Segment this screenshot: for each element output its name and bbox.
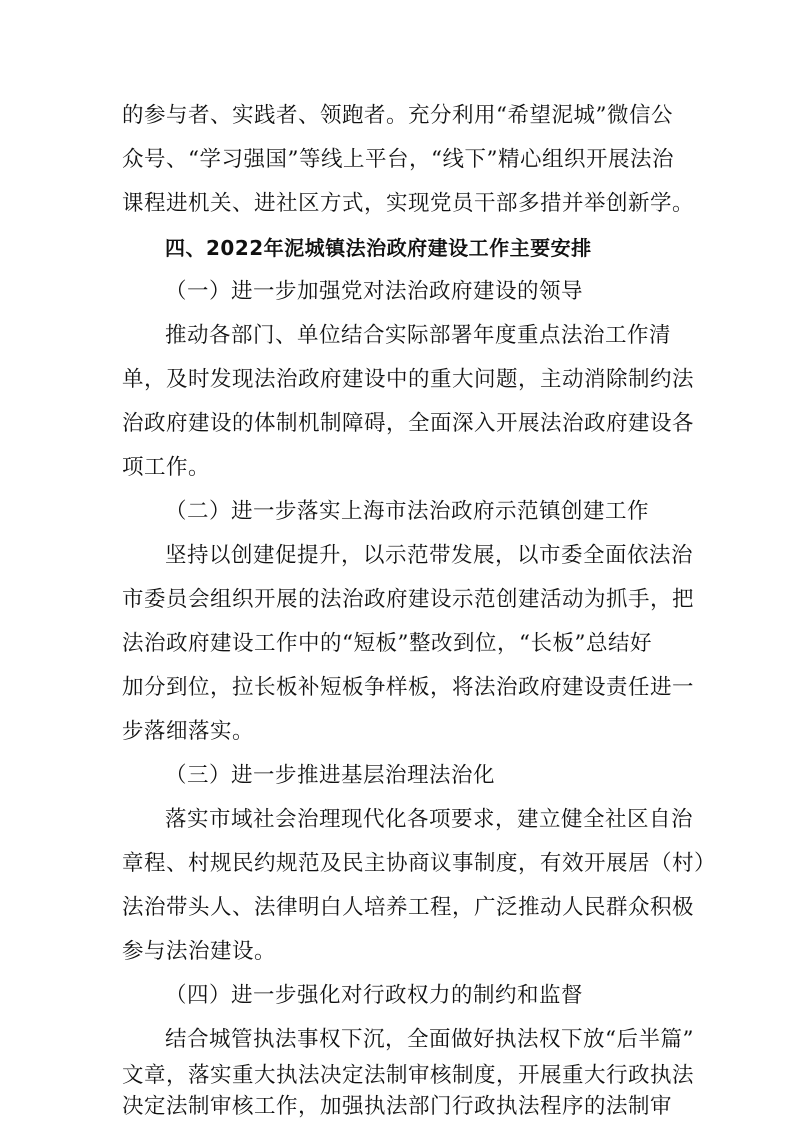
text-line: 的参与者、实践者、领跑者。充分利用“希望泥城”微信公 [122,103,673,128]
text-line: 众号、“学习强国”等线上平台，“线下”精心组织开展法治 [122,147,674,172]
section-heading: 四、2022年泥城镇法治政府建设工作主要安排 [165,236,592,260]
text-line: 步落细落实。 [122,719,255,744]
subsection-heading: （三）进一步推进基层治理法治化 [165,763,496,788]
text-line: 治政府建设的体制机制障碍，全面深入开展法治政府建设各 [122,411,695,436]
text-line: 单，及时发现法治政府建设中的重大问题，主动消除制约法 [122,367,695,392]
text-line: 课程进机关、进社区方式，实现党员干部多措并举创新学。 [122,191,695,216]
text-line: 文章，落实重大执法决定法制审核制度，开展重大行政执法 [122,1063,695,1088]
text-line: 章程、村规民约规范及民主协商议事制度，有效开展居（村） [122,851,717,876]
text-line: 市委员会组织开展的法治政府建设示范创建活动为抓手，把 [122,587,695,612]
text-line: 决定法制审核工作，加强执法部门行政执法程序的法制审 [122,1094,673,1119]
text-line: 法治政府建设工作中的“短板”整改到位，“长板”总结好 [122,631,652,656]
subsection-heading: （二）进一步落实上海市法治政府示范镇创建工作 [165,499,650,524]
text-line: 推动各部门、单位结合实际部署年度重点法治工作清 [165,323,672,348]
subsection-heading: （一）进一步加强党对法治政府建设的领导 [165,279,584,304]
text-line: 参与法治建设。 [122,939,277,964]
text-line: 加分到位，拉长板补短板争样板，将法治政府建设责任进一 [122,675,695,700]
text-line: 落实市域社会治理现代化各项要求，建立健全社区自治 [165,807,694,832]
text-line: 法治带头人、法律明白人培养工程，广泛推动人民群众积极 [122,895,695,920]
text-line: 结合城管执法事权下沉，全面做好执法权下放“后半篇” [165,1027,694,1052]
subsection-heading: （四）进一步强化对行政权力的制约和监督 [165,983,584,1008]
text-line: 项工作。 [122,455,211,480]
text-line: 坚持以创建促提升，以示范带发展，以市委全面依法治 [165,543,694,568]
